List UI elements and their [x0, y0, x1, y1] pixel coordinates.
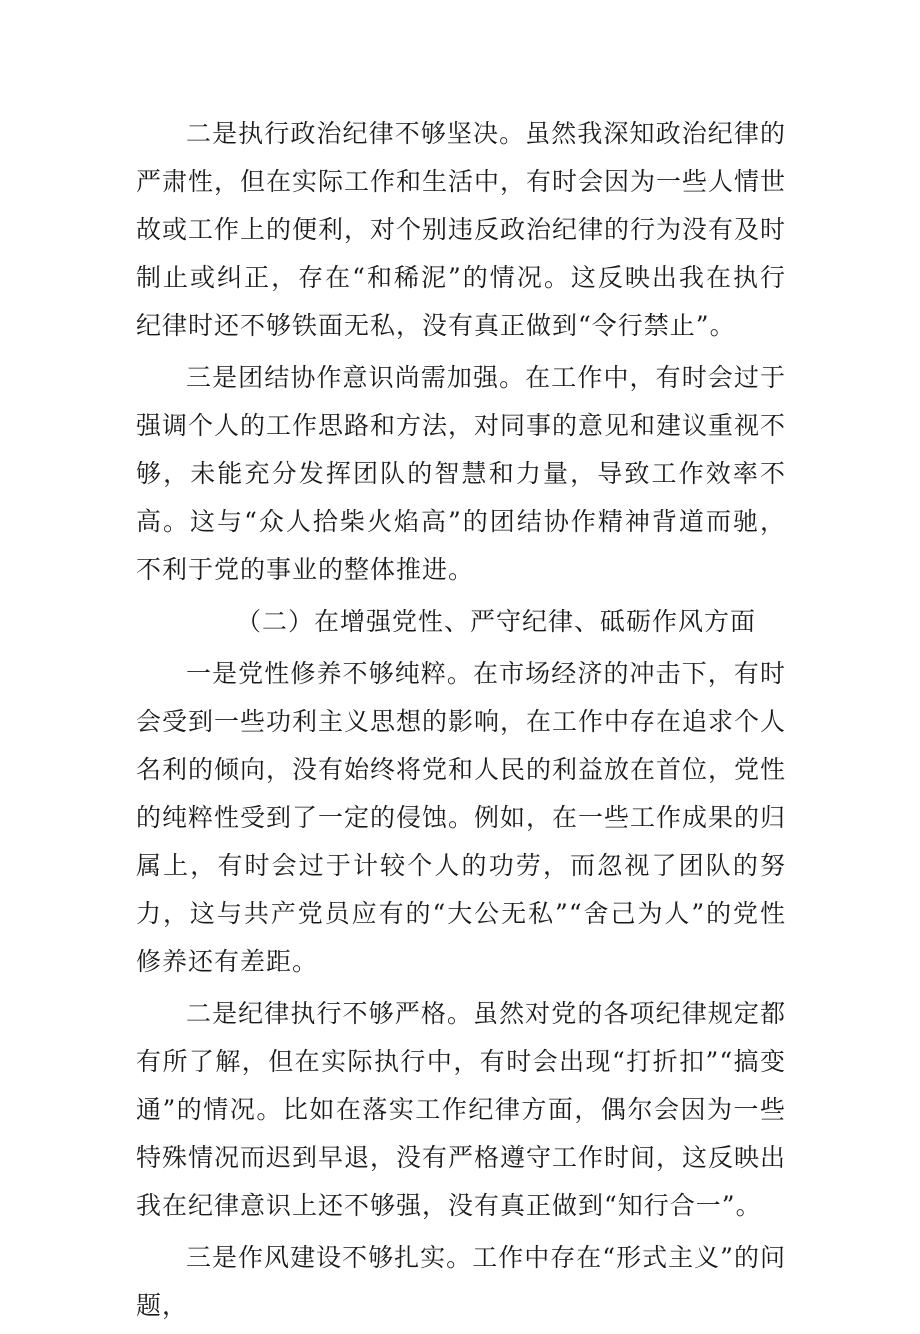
paragraph-party-spirit: 一是党性修养不够纯粹。在市场经济的冲击下，有时会受到一些功利主义思想的影响，在工作中存在追求个人名利的倾向，没有始终将党和人民的利益放在首位，党性的纯粹性受到了一定的侵蚀。例如，在一些工作成果的归属上，有时会过于计较个人的功劳，而忽视了团队的努力，这与共产党员应有的“大公无私”“舍己为人”的党性修养还有差距。: [136, 659, 787, 976]
paragraph-discipline-execution: 二是纪律执行不够严格。虽然对党的各项纪律规定都有所了解，但在实际执行中，有时会出现“打折扣”“搞变通”的情况。比如在落实工作纪律方面，偶尔会因为一些特殊情况而迟到早退，没有严格遵守工作时间，这反映出我在纪律意识上还不够强，没有真正做到“知行合一”。: [136, 999, 787, 1220]
paragraph-teamwork: 三是团结协作意识尚需加强。在工作中，有时会过于强调个人的工作思路和方法，对同事的意见和建议重视不够，未能充分发挥团队的智慧和力量，导致工作效率不高。这与“众人拾柴火焰高”的团结协作精神背道而驰，不利于党的事业的整体推进。: [136, 363, 787, 584]
section-heading: （二）在增强党性、严守纪律、砥砺作风方面: [236, 607, 757, 636]
paragraph-work-style: 三是作风建设不够扎实。工作中存在“形式主义”的问题，: [136, 1243, 786, 1320]
paragraph-political-discipline: 二是执行政治纪律不够坚决。虽然我深知政治纪律的严肃性，但在实际工作和生活中，有时会因为一些人情世故或工作上的便利，对个别违反政治纪律的行为没有及时制止或纠正，存在“和稀泥”的情况。这反映出我在执行纪律时还不够铁面无私，没有真正做到“令行禁止”。: [136, 119, 787, 340]
document-body: [136, 110, 786, 1334]
